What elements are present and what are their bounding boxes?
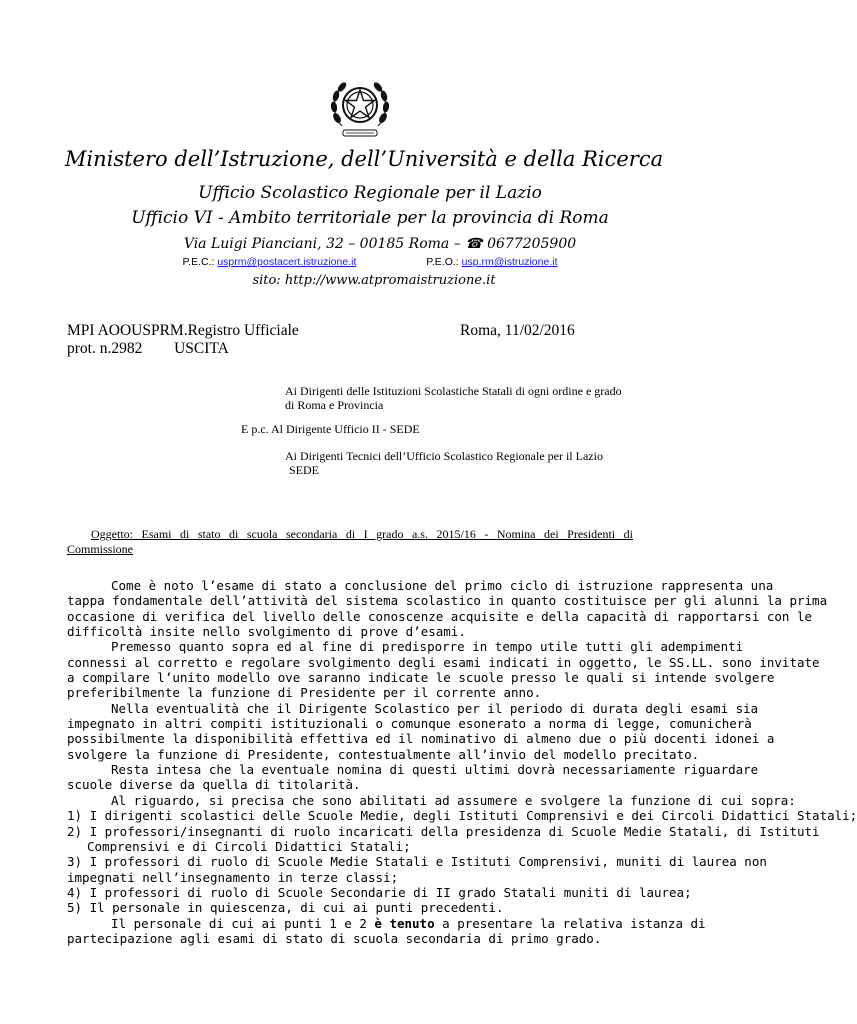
list-item-2: 2) I professori/insegnanti di ruolo incaricati della presidenza di Scuole Medie Statali, di Istituti	[67, 823, 820, 839]
list-item-1: 1) I dirigenti scolastici delle Scuole Medie, degli Istituti Comprensivi e dei Circoli Didattici Statali;	[67, 808, 857, 824]
subject-line-1: Oggetto: Esami di stato di scuola secondaria di I grado a.s. 2015/16 - Nomina dei Presidenti di	[91, 527, 633, 541]
peo-label: P.E.O.:	[426, 256, 459, 268]
closing-text-pre: Il personale di cui ai punti 1 e 2	[111, 915, 367, 931]
body-line: partecipazione agli esami di stato di scuola secondaria di primo grado.	[67, 930, 602, 946]
body-line: impegnato in altri compiti istituzionali o comunque esonerato a norma di legge, comunicherà	[67, 716, 752, 732]
list-item-2-cont: Comprensivi e di Circoli Didattici Statali;	[87, 838, 411, 854]
addressee-line-4: SEDE	[289, 463, 319, 477]
body-line: a compilare l’unito modello ove saranno indicate le scuole presso le quali si intende svolgere	[67, 670, 775, 686]
ministry-title: Ministero dell’Istruzione, dell’Università e della Ricerca	[64, 147, 664, 171]
peo-email-link[interactable]: usp.rm@istruzione.it	[461, 256, 558, 268]
regional-office-title: Ufficio Scolastico Regionale per il Lazio	[198, 183, 542, 203]
protocol-direction: USCITA	[174, 340, 229, 357]
protocol-register: MPI AOOUSPRM.Registro Ufficiale	[67, 322, 299, 339]
street-address: Via Luigi Pianciani, 32 – 00185 Roma –	[183, 236, 461, 252]
body-line: Come è noto l’esame di stato a conclusione del primo ciclo di istruzione rappresenta una	[111, 578, 774, 593]
email-contacts	[8, 256, 732, 268]
protocol-number	[67, 340, 229, 358]
body-line: connessi al corretto e regolare svolgimento degli esami indicati in oggetto, le SS.LL. sono invitate	[67, 654, 820, 670]
pec-label: P.E.C.:	[182, 256, 215, 268]
body-line: tappa fondamentale dell’attività del sistema scolastico in quanto costituisce per gli alunni la prima	[67, 593, 828, 609]
telephone-icon: ☎	[465, 236, 483, 252]
addressee-cc-line: E p.c. Al Dirigente Ufficio II - SEDE	[241, 422, 420, 436]
body-line: occasione di verifica del livello delle conoscenze acquisite e della capacità di rapportarsi con le	[67, 608, 813, 624]
phone-number: 0677205900	[487, 236, 577, 252]
body-line: Premesso quanto sopra ed al fine di predisporre in tempo utile tutti gli adempimenti	[111, 639, 744, 655]
body-line: possibilmente la disponibilità effettiva ed il nominativo di almeno due o più docenti idonei a	[67, 731, 775, 747]
body-line: preferibilmente la funzione di Presidente per il corrente anno.	[67, 685, 542, 701]
subject-line-2: Commissione	[67, 541, 134, 556]
body-line: Resta intesa che la eventuale nomina di questi ultimi dovrà necessariamente riguardare	[111, 762, 759, 778]
closing-text-post: a presentare la relativa istanza di	[442, 915, 706, 931]
body-line-closing	[67, 915, 706, 931]
office-address	[18, 236, 742, 252]
place-date: Roma, 11/02/2016	[460, 322, 575, 339]
closing-text-bold: è tenuto	[374, 915, 435, 931]
body-line: scuole diverse da quella di titolarità.	[67, 777, 361, 793]
subject-heading	[67, 527, 633, 556]
letter-body	[67, 578, 857, 946]
list-item-4: 4) I professori di ruolo di Scuole Secondarie di II grado Statali muniti di laurea;	[67, 884, 692, 900]
addressee-line-3: Ai Dirigenti Tecnici dell’Ufficio Scolastico Regionale per il Lazio	[285, 449, 603, 463]
body-line: difficoltà insite nello svolgimento di prove d’esami.	[67, 624, 466, 640]
website-link[interactable]: sito: http://www.atpromaistruzione.it	[252, 273, 496, 288]
protocol-number-value: prot. n.2982	[67, 340, 143, 357]
italian-republic-emblem-icon	[328, 74, 392, 146]
addressee-line-1: Ai Dirigenti delle Istituzioni Scolastiche Statali di ogni ordine e grado	[285, 384, 622, 398]
body-line: Nella eventualità che il Dirigente Scolastico per il periodo di durata degli esami sia	[111, 700, 759, 716]
list-item-3: 3) I professori di ruolo di Scuole Medie Statali e Istituti Comprensivi, muniti di laurea non	[67, 854, 767, 870]
list-item-5: 5) Il personale in quiescenza, di cui ai punti precedenti.	[67, 900, 504, 916]
pec-email-link[interactable]: usprm@postacert.istruzione.it	[217, 256, 357, 268]
list-item-3-cont: impegnati nell’insegnamento in terze classi;	[67, 869, 399, 885]
territorial-office-title: Ufficio VI - Ambito territoriale per la provincia di Roma	[131, 208, 609, 228]
body-line: Al riguardo, si precisa che sono abilitati ad assumere e svolgere la funzione di cui sopra:	[111, 792, 796, 808]
body-line: svolgere la funzione di Presidente, contestualmente all’invio del modello precitato.	[67, 746, 700, 762]
addressee-line-2: di Roma e Provincia	[285, 398, 384, 412]
